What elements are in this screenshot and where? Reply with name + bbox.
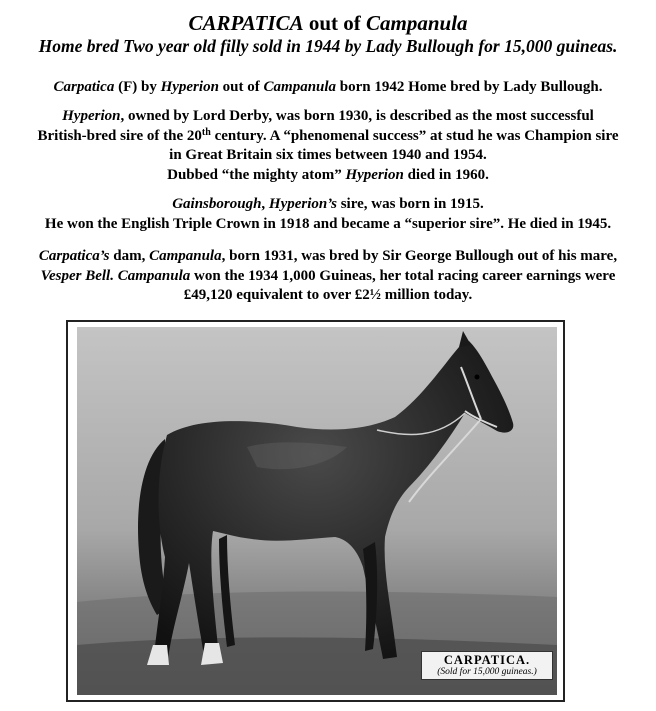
horse-illustration [77,327,557,695]
ordinal-suffix: th [201,126,211,138]
sire-name: Hyperion [345,166,404,183]
hyperion-text: century. A “phenomenal success” at stud he was Champion sire [210,127,619,144]
photo-caption [421,651,553,680]
title-dam-name: Campanula [366,11,468,35]
campanula-text: , born 1931, was bred by Sir George Bullough out of his mare, [221,248,618,264]
horse-name: Carpatica’s [38,248,110,264]
page-subtitle: Home bred Two year old filly sold in 1944 by Lady Bullough for 15,000 guineas. [38,36,618,56]
intro-text: out of [218,79,264,95]
hyperion-text: , owned by Lord Derby, was born 1930, is described as the most successful [120,108,594,124]
sire-name: Hyperion [160,79,219,95]
intro-text: born 1942 Home bred by Lady Bullough. [336,79,603,95]
gainsborough-paragraph [8,195,648,234]
hyperion-text: died in 1960. [403,166,489,183]
gainsborough-text: sire, was born in 1915. [336,196,484,212]
caption-sale-note: (Sold for 15,000 guineas.) [437,667,537,677]
campanula-paragraph [8,247,648,306]
hyperion-text: in Great Britain six times between 1940 and 1954. [169,147,487,163]
caption-horse-name: CARPATICA. [443,653,531,667]
dam-name: Campanula [263,79,337,95]
campanula-text: won the 1934 1,000 Guineas, her total racing career earnings were [190,267,616,284]
gainsborough-text: He won the English Triple Crown in 1918 and became a “superior sire”. He died in 1945. [44,215,612,232]
campanula-text: dam, [109,248,150,264]
horse-name: Carpatica [53,79,115,95]
hyperion-text: British-bred sire of the 20 [37,127,202,144]
gainsborough-text: , [261,196,269,212]
mare-name: Vesper Bell. [40,267,114,284]
intro-text: (F) by [114,79,161,95]
hyperion-text: Dubbed “the mighty atom” [167,166,346,183]
title-connector: out of [303,11,367,35]
intro-paragraph [8,78,648,98]
sire-name: Hyperion [62,108,121,124]
sire-name: Hyperion’s [268,196,337,212]
grandsire-name: Gainsborough [172,196,262,212]
title-horse-name: CARPATICA [188,11,304,35]
horse-photograph [77,327,557,695]
hyperion-paragraph [8,107,648,185]
campanula-text: £49,120 equivalent to over £2½ million today. [183,287,473,303]
dam-name: Campanula [149,248,222,264]
page-title [0,11,656,35]
dam-name: Campanula [117,267,191,284]
